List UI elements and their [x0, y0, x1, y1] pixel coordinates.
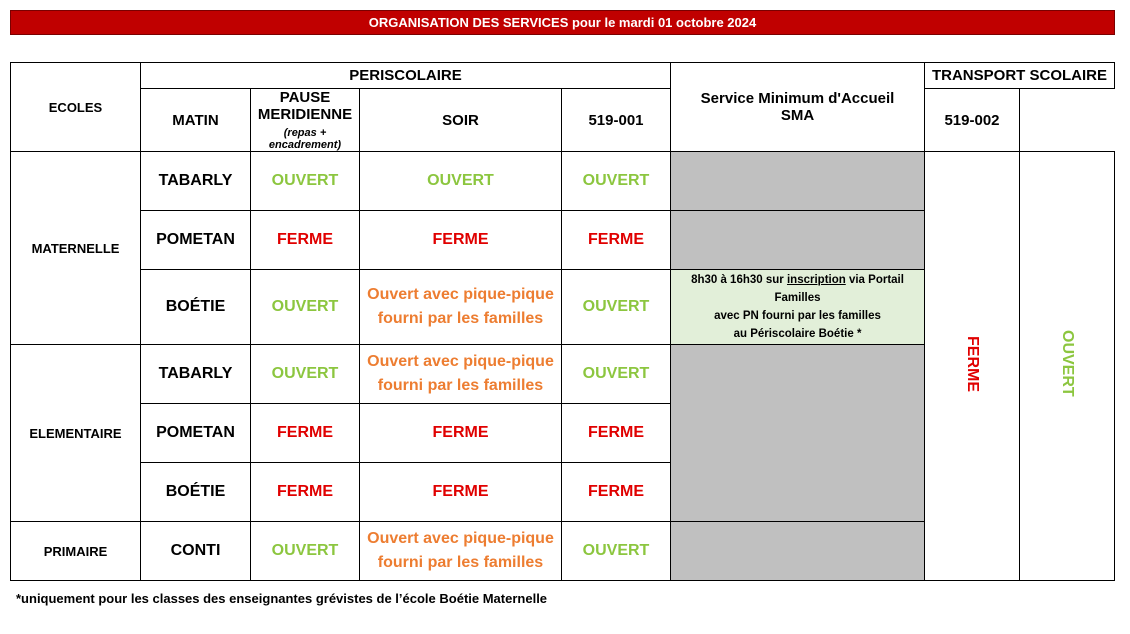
transport-519-002-status: [1020, 152, 1115, 581]
status-pause: Ouvert avec pique-pique fourni par les familles: [360, 522, 562, 581]
status-pause: FERME: [360, 463, 562, 522]
status-matin: FERME: [251, 211, 360, 270]
school-name: CONTI: [141, 522, 251, 581]
header-soir: SOIR: [360, 89, 562, 152]
footnote: *uniquement pour les classes des enseignantes grévistes de l’école Boétie Maternelle: [16, 591, 548, 606]
transport-519-001-status: [925, 152, 1020, 581]
header-sma-line2: SMA: [780, 107, 815, 124]
status-soir: OUVERT: [562, 522, 671, 581]
status-pause: Ouvert avec pique-pique fourni par les familles: [360, 345, 562, 404]
status-pause: FERME: [360, 211, 562, 270]
status-soir: OUVERT: [562, 270, 671, 345]
header-ecoles: ECOLES: [11, 63, 141, 152]
category-elementaire: ELEMENTAIRE: [11, 345, 141, 522]
status-pause: OUVERT: [360, 152, 562, 211]
sma-familles: Familles: [774, 292, 821, 304]
sma-inscription: inscription: [786, 274, 846, 286]
sma-cell-empty: [671, 152, 925, 211]
status-soir: FERME: [562, 463, 671, 522]
sma-cell-empty: [671, 345, 925, 522]
status-matin: OUVERT: [251, 270, 360, 345]
status-soir: OUVERT: [562, 345, 671, 404]
services-table: [10, 62, 1115, 581]
sma-line2: avec PN fourni par les familles: [714, 310, 881, 322]
header-line-519-001: 519-001: [562, 89, 671, 152]
page-title: ORGANISATION DES SERVICES pour le mardi 01 octobre 2024: [10, 10, 1115, 35]
transport-519-001-label: FERME: [964, 335, 981, 392]
status-matin: OUVERT: [251, 152, 360, 211]
sma-line3: au Périscolaire Boétie *: [733, 328, 862, 340]
school-name: BOÉTIE: [141, 463, 251, 522]
header-pause: [251, 89, 360, 152]
sma-via: via Portail: [848, 274, 904, 286]
header-sma: [671, 63, 925, 152]
status-soir: FERME: [562, 211, 671, 270]
sma-cell-empty: [671, 211, 925, 270]
transport-519-002-label: OUVERT: [1059, 330, 1076, 397]
header-pause-sub: (repas + encadrement): [268, 127, 342, 151]
table-row: [11, 152, 1115, 211]
status-pause: FERME: [360, 404, 562, 463]
status-pause: Ouvert avec pique-pique fourni par les familles: [360, 270, 562, 345]
school-name: BOÉTIE: [141, 270, 251, 345]
header-matin: MATIN: [141, 89, 251, 152]
header-line-519-002: 519-002: [925, 89, 1020, 152]
header-sma-line1: Service Minimum d'Accueil: [700, 90, 895, 107]
sma-cell-empty: [671, 522, 925, 581]
school-name: TABARLY: [141, 345, 251, 404]
school-name: TABARLY: [141, 152, 251, 211]
status-matin: FERME: [251, 463, 360, 522]
sma-hours: 8h30 à 16h30: [691, 274, 763, 286]
header-transport: TRANSPORT SCOLAIRE: [925, 63, 1115, 89]
header-pause-label: PAUSE MERIDIENNE: [257, 89, 353, 123]
sma-info-cell: [671, 270, 925, 345]
status-soir: OUVERT: [562, 152, 671, 211]
status-matin: FERME: [251, 404, 360, 463]
category-primaire: PRIMAIRE: [11, 522, 141, 581]
sma-sur: sur: [765, 274, 784, 286]
school-name: POMETAN: [141, 404, 251, 463]
school-name: POMETAN: [141, 211, 251, 270]
category-maternelle: MATERNELLE: [11, 152, 141, 345]
status-matin: OUVERT: [251, 345, 360, 404]
status-matin: OUVERT: [251, 522, 360, 581]
status-soir: FERME: [562, 404, 671, 463]
header-periscolaire: PERISCOLAIRE: [141, 63, 671, 89]
